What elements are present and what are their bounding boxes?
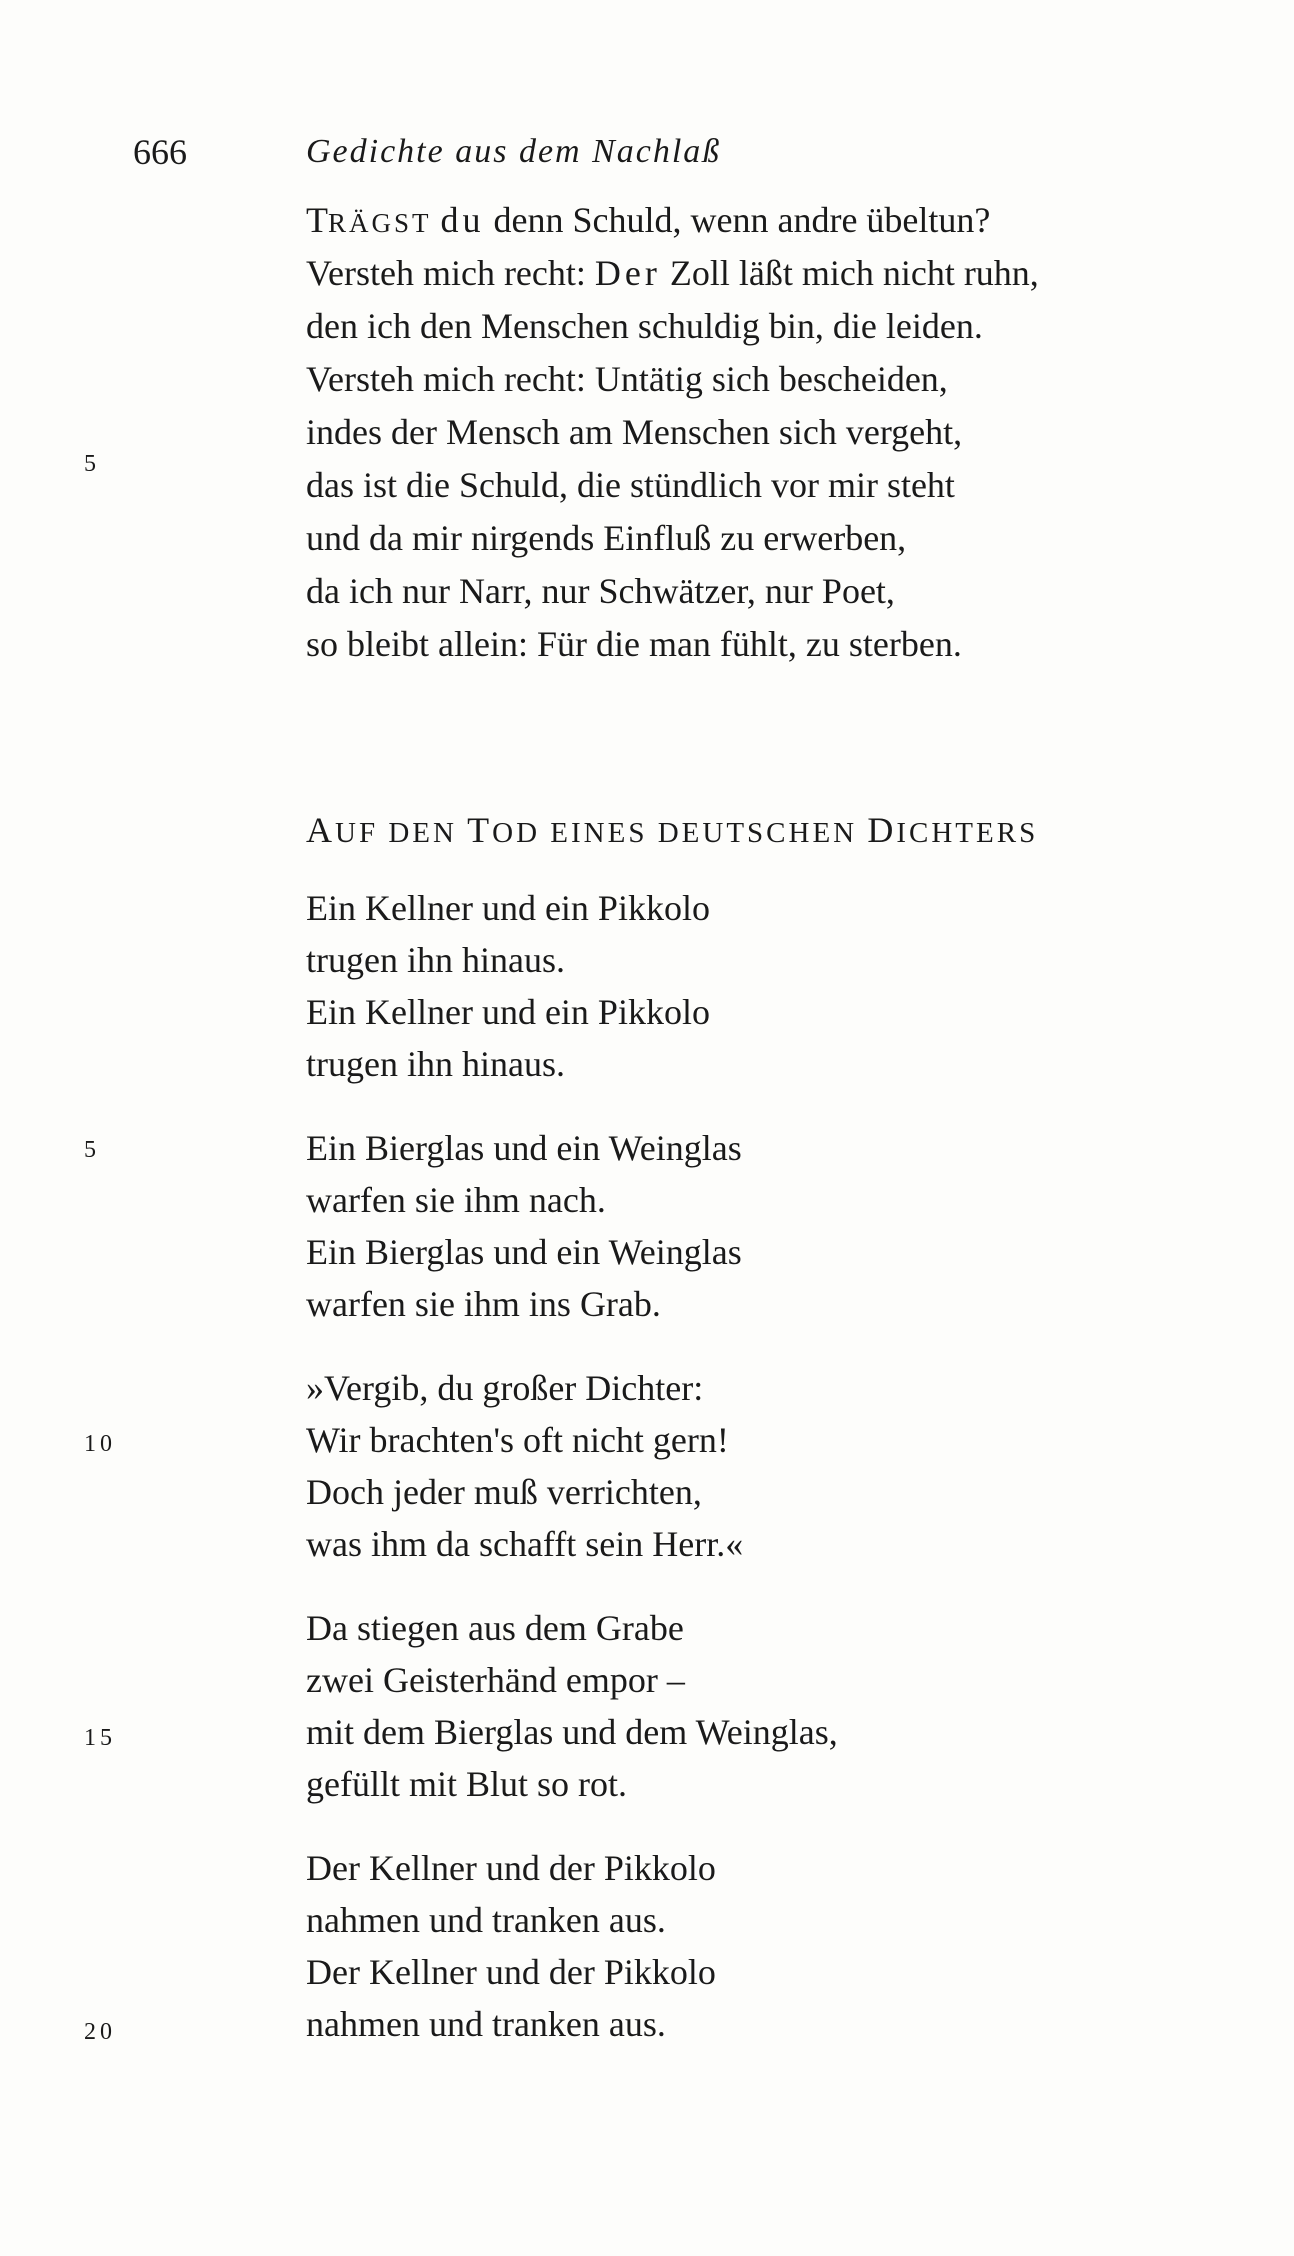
poem2-line-number: 5 [84,1137,100,1163]
poem2-line: Ein Kellner und ein Pikkolo [306,888,710,928]
poem2-line: Der Kellner und der Pikkolo [306,1952,716,1992]
poem1-line-2-a: Versteh mich recht: [306,253,586,293]
poem2-title [306,804,1038,859]
title-d1: D [867,810,897,850]
poem1-line-9: so bleibt allein: Für die man fühlt, zu sterben. [306,624,962,664]
poem1-line-1-rest: denn Schuld, wenn andre übeltun? [493,200,991,240]
poem2-line: Da stiegen aus dem Grabe [306,1608,684,1648]
poem1-line-3: den ich den Menschen schuldig bin, die leiden. [306,306,983,346]
poem2-line: nahmen und tranken aus. [306,2004,666,2044]
poem1-line-7: und da mir nirgends Einfluß zu erwerben, [306,518,907,558]
title-a2: UF DEN [335,817,468,849]
poem2-line: Ein Bierglas und ein Weinglas [306,1232,742,1272]
poem2-line: warfen sie ihm nach. [306,1180,606,1220]
poem2-line-number: 20 [84,2019,116,2045]
poem2-line: nahmen und tranken aus. [306,1900,666,1940]
title-t2: OD EINES DEUTSCHEN [492,817,868,849]
poem1-initial: T [306,200,328,240]
poem2-line-number: 10 [84,1431,116,1457]
poem1-line-8: da ich nur Narr, nur Schwätzer, nur Poet, [306,571,895,611]
poem2-line: was ihm da schafft sein Herr.« [306,1524,744,1564]
poem2-line: trugen ihn hinaus. [306,940,565,980]
title-a1: A [306,810,335,850]
poem2-line: mit dem Bierglas und dem Weinglas, [306,1712,838,1752]
poem2-line: zwei Geisterhänd empor – [306,1660,685,1700]
poem2-line: Wir brachten's oft nicht gern! [306,1420,729,1460]
poem1-line-2-b: Zoll läßt mich nicht ruhn, [669,253,1039,293]
poem2-line: trugen ihn hinaus. [306,1044,565,1084]
poem1-line-2 [306,247,1039,299]
poem1-line-2-der: Der [594,253,661,293]
title-t1: T [467,810,493,850]
poem1-line-1 [306,194,990,249]
poem2-line: Ein Bierglas und ein Weinglas [306,1128,742,1168]
poem2-line: Der Kellner und der Pikkolo [306,1848,716,1888]
page-number: 666 [133,132,187,172]
poem2-line: Ein Kellner und ein Pikkolo [306,992,710,1032]
poem1-line-6: das ist die Schuld, die stündlich vor mir steht [306,465,955,505]
poem2-line: warfen sie ihm ins Grab. [306,1284,661,1324]
poem1-line-number: 5 [84,451,100,477]
poem1-du: du [440,200,485,240]
poem2-line: »Vergib, du großer Dichter: [306,1368,704,1408]
running-head: Gedichte aus dem Nachlaß [306,133,722,170]
poem2-line: gefüllt mit Blut so rot. [306,1764,627,1804]
poem1-first-word-rest: RÄGST [328,208,432,238]
poem1-line-5: indes der Mensch am Menschen sich vergeht, [306,412,963,452]
poem2-line-number: 15 [84,1725,116,1751]
poem1-line-4: Versteh mich recht: Untätig sich bescheiden, [306,359,948,399]
title-d2: ICHTERS [896,817,1039,849]
poem2-line: Doch jeder muß verrichten, [306,1472,702,1512]
